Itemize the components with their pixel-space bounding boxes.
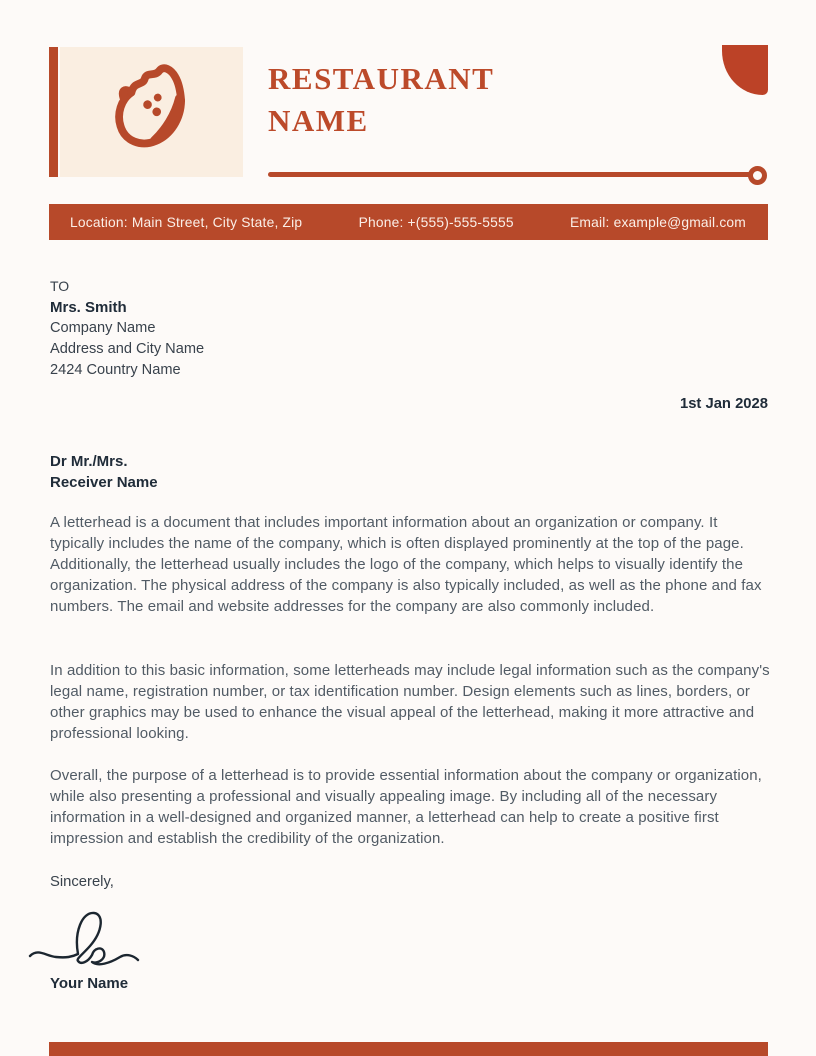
recipient-country: 2424 Country Name [50,362,181,378]
header-divider-line [268,172,752,177]
contact-location: Location: Main Street, City State, Zip [70,214,303,230]
recipient-name: Mrs. Smith [50,299,127,316]
recipient-block [50,276,204,381]
recipient-to-label: TO [50,278,70,294]
contact-info-bar [49,204,768,240]
contact-phone: Phone: +(555)-555-5555 [358,214,514,230]
top-right-corner-shape [722,45,768,95]
salutation-line2: Receiver Name [50,474,158,491]
left-accent-bar [49,47,58,177]
contact-email: Email: example@gmail.com [570,214,746,230]
salutation-block [50,451,158,493]
body-paragraph-1: A letterhead is a document that includes important information about an organization or company. It typically includes the name of the company, which is often displayed prominently at the top of the page. Additionally, the letterhead usually includes the logo of the company, which helps to visually identify the organization. The physical address of the company is also typically included, as well as the phone and fax numbers. The email and website addresses for the company are also commonly included. [50,514,762,615]
taco-icon [100,58,204,167]
body-paragraph-3: Overall, the purpose of a letterhead is to provide essential information about the company or organization, while also presenting a professional and visually appealing image. By including all of the necessary information in a well-designed and organized manner, a letterhead can help to create a positive first impression and establish the credibility of the organization. [50,767,762,847]
divider-end-ring [748,166,767,185]
recipient-address: Address and City Name [50,341,205,357]
restaurant-name-title [268,58,494,142]
letter-date: 1st Jan 2028 [679,396,768,412]
signature-scribble [26,906,166,976]
closing-sincerely: Sincerely, [50,874,114,890]
restaurant-logo [60,47,243,177]
restaurant-name-line1: RESTAURANT [268,61,495,96]
bottom-accent-bar [49,1042,768,1056]
restaurant-name-line2: NAME [268,103,369,138]
salutation-line1: Dr Mr./Mrs. [50,453,128,470]
recipient-company: Company Name [50,320,156,336]
sender-name: Your Name [50,975,129,992]
body-paragraph-2: In addition to this basic information, some letterheads may include legal information such as the company's legal name, registration number, or tax identification number. Design elements such as lines, borders, or other graphics may be used to enhance the visual appeal of the letterhead, making it more attractive and professional looking. [50,662,770,742]
